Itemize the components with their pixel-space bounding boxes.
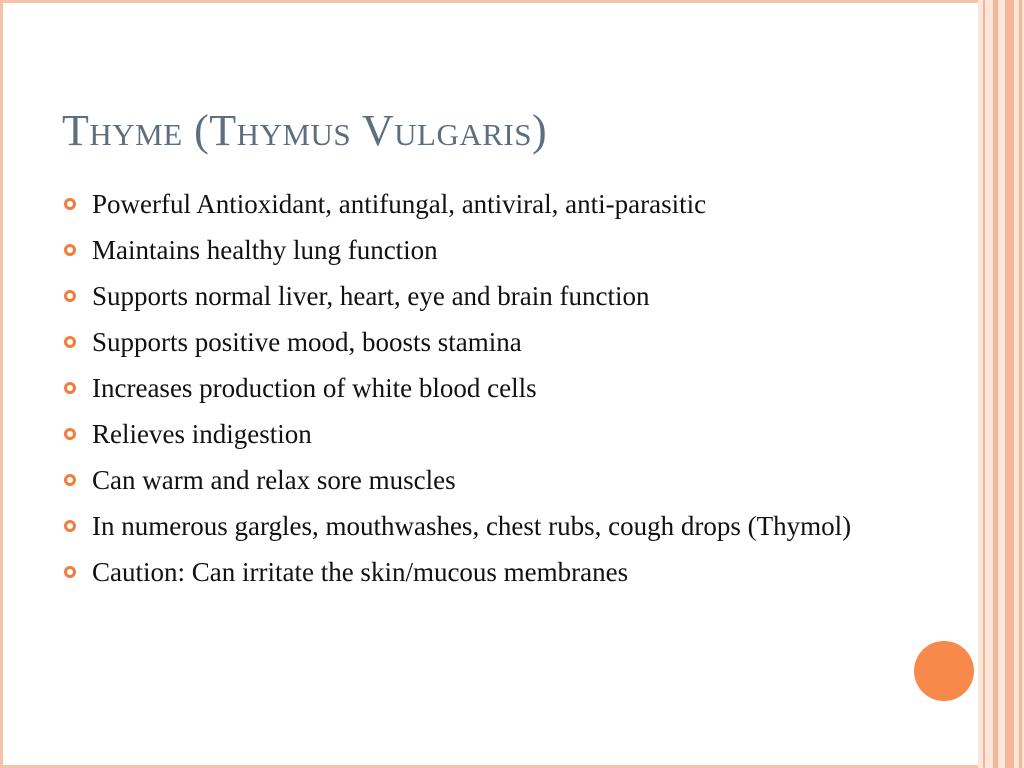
bullet-item — [62, 416, 882, 452]
bullet-item — [62, 554, 882, 590]
bullet-text: Caution: Can irritate the skin/mucous membranes — [92, 557, 629, 587]
bullet-text: Increases production of white blood cells — [92, 373, 537, 403]
frame-left-border — [0, 0, 3, 768]
bullet-item — [62, 232, 882, 268]
bullet-item — [62, 186, 882, 222]
bullet-text: Relieves indigestion — [92, 419, 312, 449]
bullet-text: Supports normal liver, heart, eye and brain function — [92, 281, 650, 311]
decorative-stripes — [978, 0, 1024, 768]
bullet-circle-icon — [64, 198, 76, 210]
stripe — [1019, 0, 1022, 768]
bullet-item — [62, 324, 882, 360]
bullet-list — [62, 186, 882, 600]
bullet-item — [62, 462, 882, 498]
bullet-circle-icon — [64, 244, 76, 256]
slide-title: Thyme (Thymus Vulgaris) — [62, 106, 548, 155]
stripe — [983, 0, 985, 768]
bullet-circle-icon — [64, 428, 76, 440]
bullet-text: Maintains healthy lung function — [92, 235, 438, 265]
stripe — [1005, 0, 1014, 768]
decorative-circle — [914, 641, 974, 701]
bullet-circle-icon — [64, 474, 76, 486]
bullet-item — [62, 508, 882, 544]
stripe — [993, 0, 998, 768]
bullet-circle-icon — [64, 290, 76, 302]
frame-top-border — [0, 0, 1024, 3]
bullet-text: Powerful Antioxidant, antifungal, antiviral, anti-parasitic — [92, 189, 707, 219]
bullet-text: Supports positive mood, boosts stamina — [92, 327, 522, 357]
bullet-text: Can warm and relax sore muscles — [92, 465, 456, 495]
bullet-item — [62, 370, 882, 406]
bullet-item — [62, 278, 882, 314]
bullet-circle-icon — [64, 382, 76, 394]
bullet-circle-icon — [64, 336, 76, 348]
bullet-circle-icon — [64, 520, 76, 532]
bullet-text: In numerous gargles, mouthwashes, chest rubs, cough drops (Thymol) — [92, 511, 852, 541]
bullet-circle-icon — [64, 566, 76, 578]
